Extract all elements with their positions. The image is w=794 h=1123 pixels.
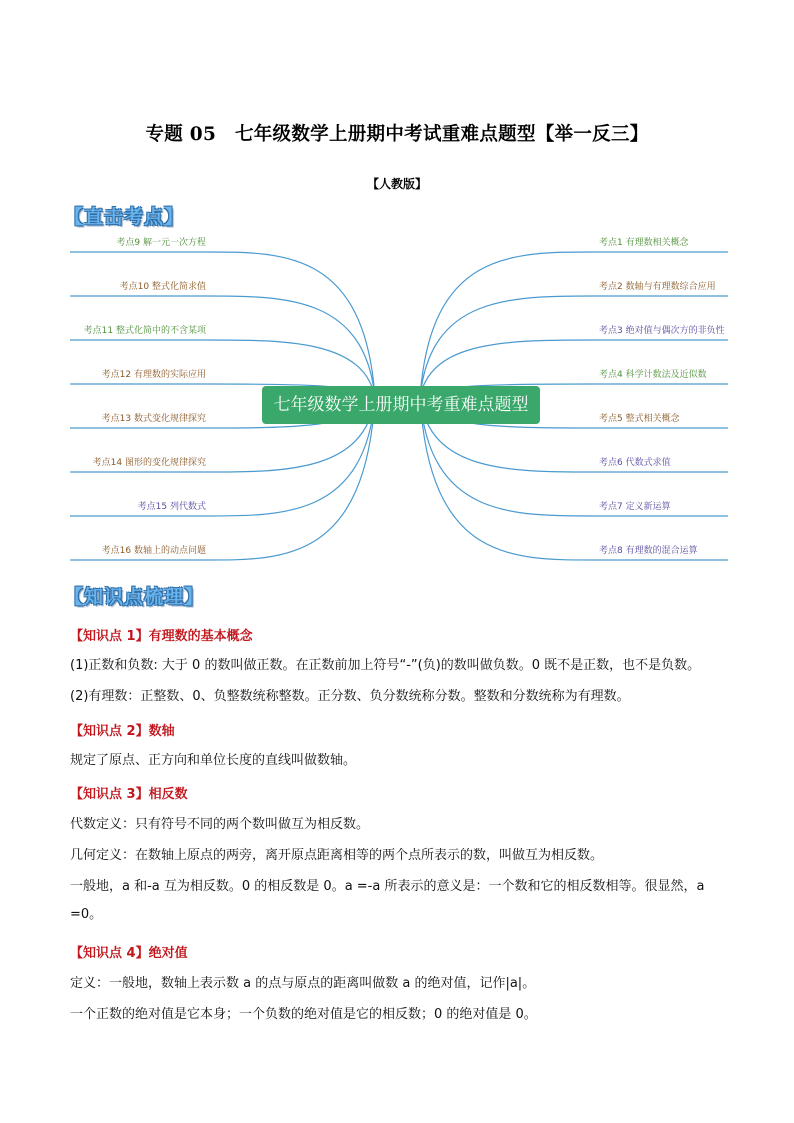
mind-map-center: 七年级数学上册期中考重难点题型 [262,386,540,424]
knowledge-point-4-heading: 【知识点 4】绝对值 [70,946,188,961]
knowledge-point-3-para-1: 代数定义：只有符号不同的两个数叫做互为相反数。 [70,817,370,832]
mind-map-node-left-3: 考点11 整式化简中的不含某项 [83,326,206,336]
mind-map-node-right-8: 考点8 有理数的混合运算 [599,546,698,556]
knowledge-point-2-para-1: 规定了原点、正方向和单位长度的直线叫做数轴。 [70,753,357,768]
mind-map-node-left-1: 考点9 解一元一次方程 [116,238,206,248]
mind-map-node-right-1: 考点1 有理数相关概念 [599,238,689,248]
mind-map-node-right-3: 考点3 绝对值与偶次方的非负性 [599,326,725,336]
knowledge-point-1-heading: 【知识点 1】有理数的基本概念 [70,629,253,644]
document-title: 专题 05 七年级数学上册期中考试重难点题型【举一反三】 [145,124,649,145]
edition-label: 【人教版】 [366,177,427,191]
mind-map-node-left-7: 考点15 列代数式 [137,502,206,512]
knowledge-point-4-para-1: 定义：一般地，数轴上表示数 a 的点与原点的距离叫做数 a 的绝对值，记作|a|。 [70,976,536,991]
knowledge-point-3-para-3: 一般地，a 和-a 互为相反数。0 的相反数是 0。a =-a 所表示的意义是：一个数和它的相反数相等。很显然，a =0。 [70,879,705,922]
mind-map-node-right-7: 考点7 定义新运算 [599,502,671,512]
mind-map-node-right-2: 考点2 数轴与有理数综合应用 [599,282,716,292]
section-heading-key-points: 【直击考点】 [64,206,185,228]
mind-map-node-left-5: 考点13 数式变化规律探究 [101,414,206,424]
knowledge-point-1-para-2: (2)有理数：正整数、0、负整数统称整数。正分数、负分数统称分数。整数和分数统称为有理数。 [70,689,630,704]
section-heading-knowledge: 【知识点梳理】 [64,586,205,608]
knowledge-point-4-para-2: 一个正数的绝对值是它本身；一个负数的绝对值是它的相反数；0 的绝对值是 0。 [70,1007,537,1022]
knowledge-point-3-heading: 【知识点 3】相反数 [70,787,188,802]
mind-map-node-right-5: 考点5 整式相关概念 [599,414,680,424]
knowledge-point-3-para-2: 几何定义：在数轴上原点的两旁，离开原点距离相等的两个点所表示的数，叫做互为相反数。 [70,848,604,863]
mind-map-node-right-6: 考点6 代数式求值 [599,458,671,468]
mind-map-node-left-6: 考点14 图形的变化规律探究 [92,458,206,468]
mind-map-branch-right-2 [420,296,728,398]
mind-map-branch-left-2 [70,296,375,398]
mind-map-node-left-8: 考点16 数轴上的动点问题 [101,546,206,556]
knowledge-point-1-para-1: (1)正数和负数: 大于 0 的数叫做正数。在正数前加上符号“-”(负)的数叫做负数。0 既不是正数，也不是负数。 [70,658,701,673]
mind-map-node-left-2: 考点10 整式化简求值 [119,282,206,292]
knowledge-point-2-heading: 【知识点 2】数轴 [70,724,175,739]
mind-map-node-left-4: 考点12 有理数的实际应用 [101,370,206,380]
mind-map-node-right-4: 考点4 科学计数法及近似数 [599,370,707,380]
mind-map [0,228,794,578]
